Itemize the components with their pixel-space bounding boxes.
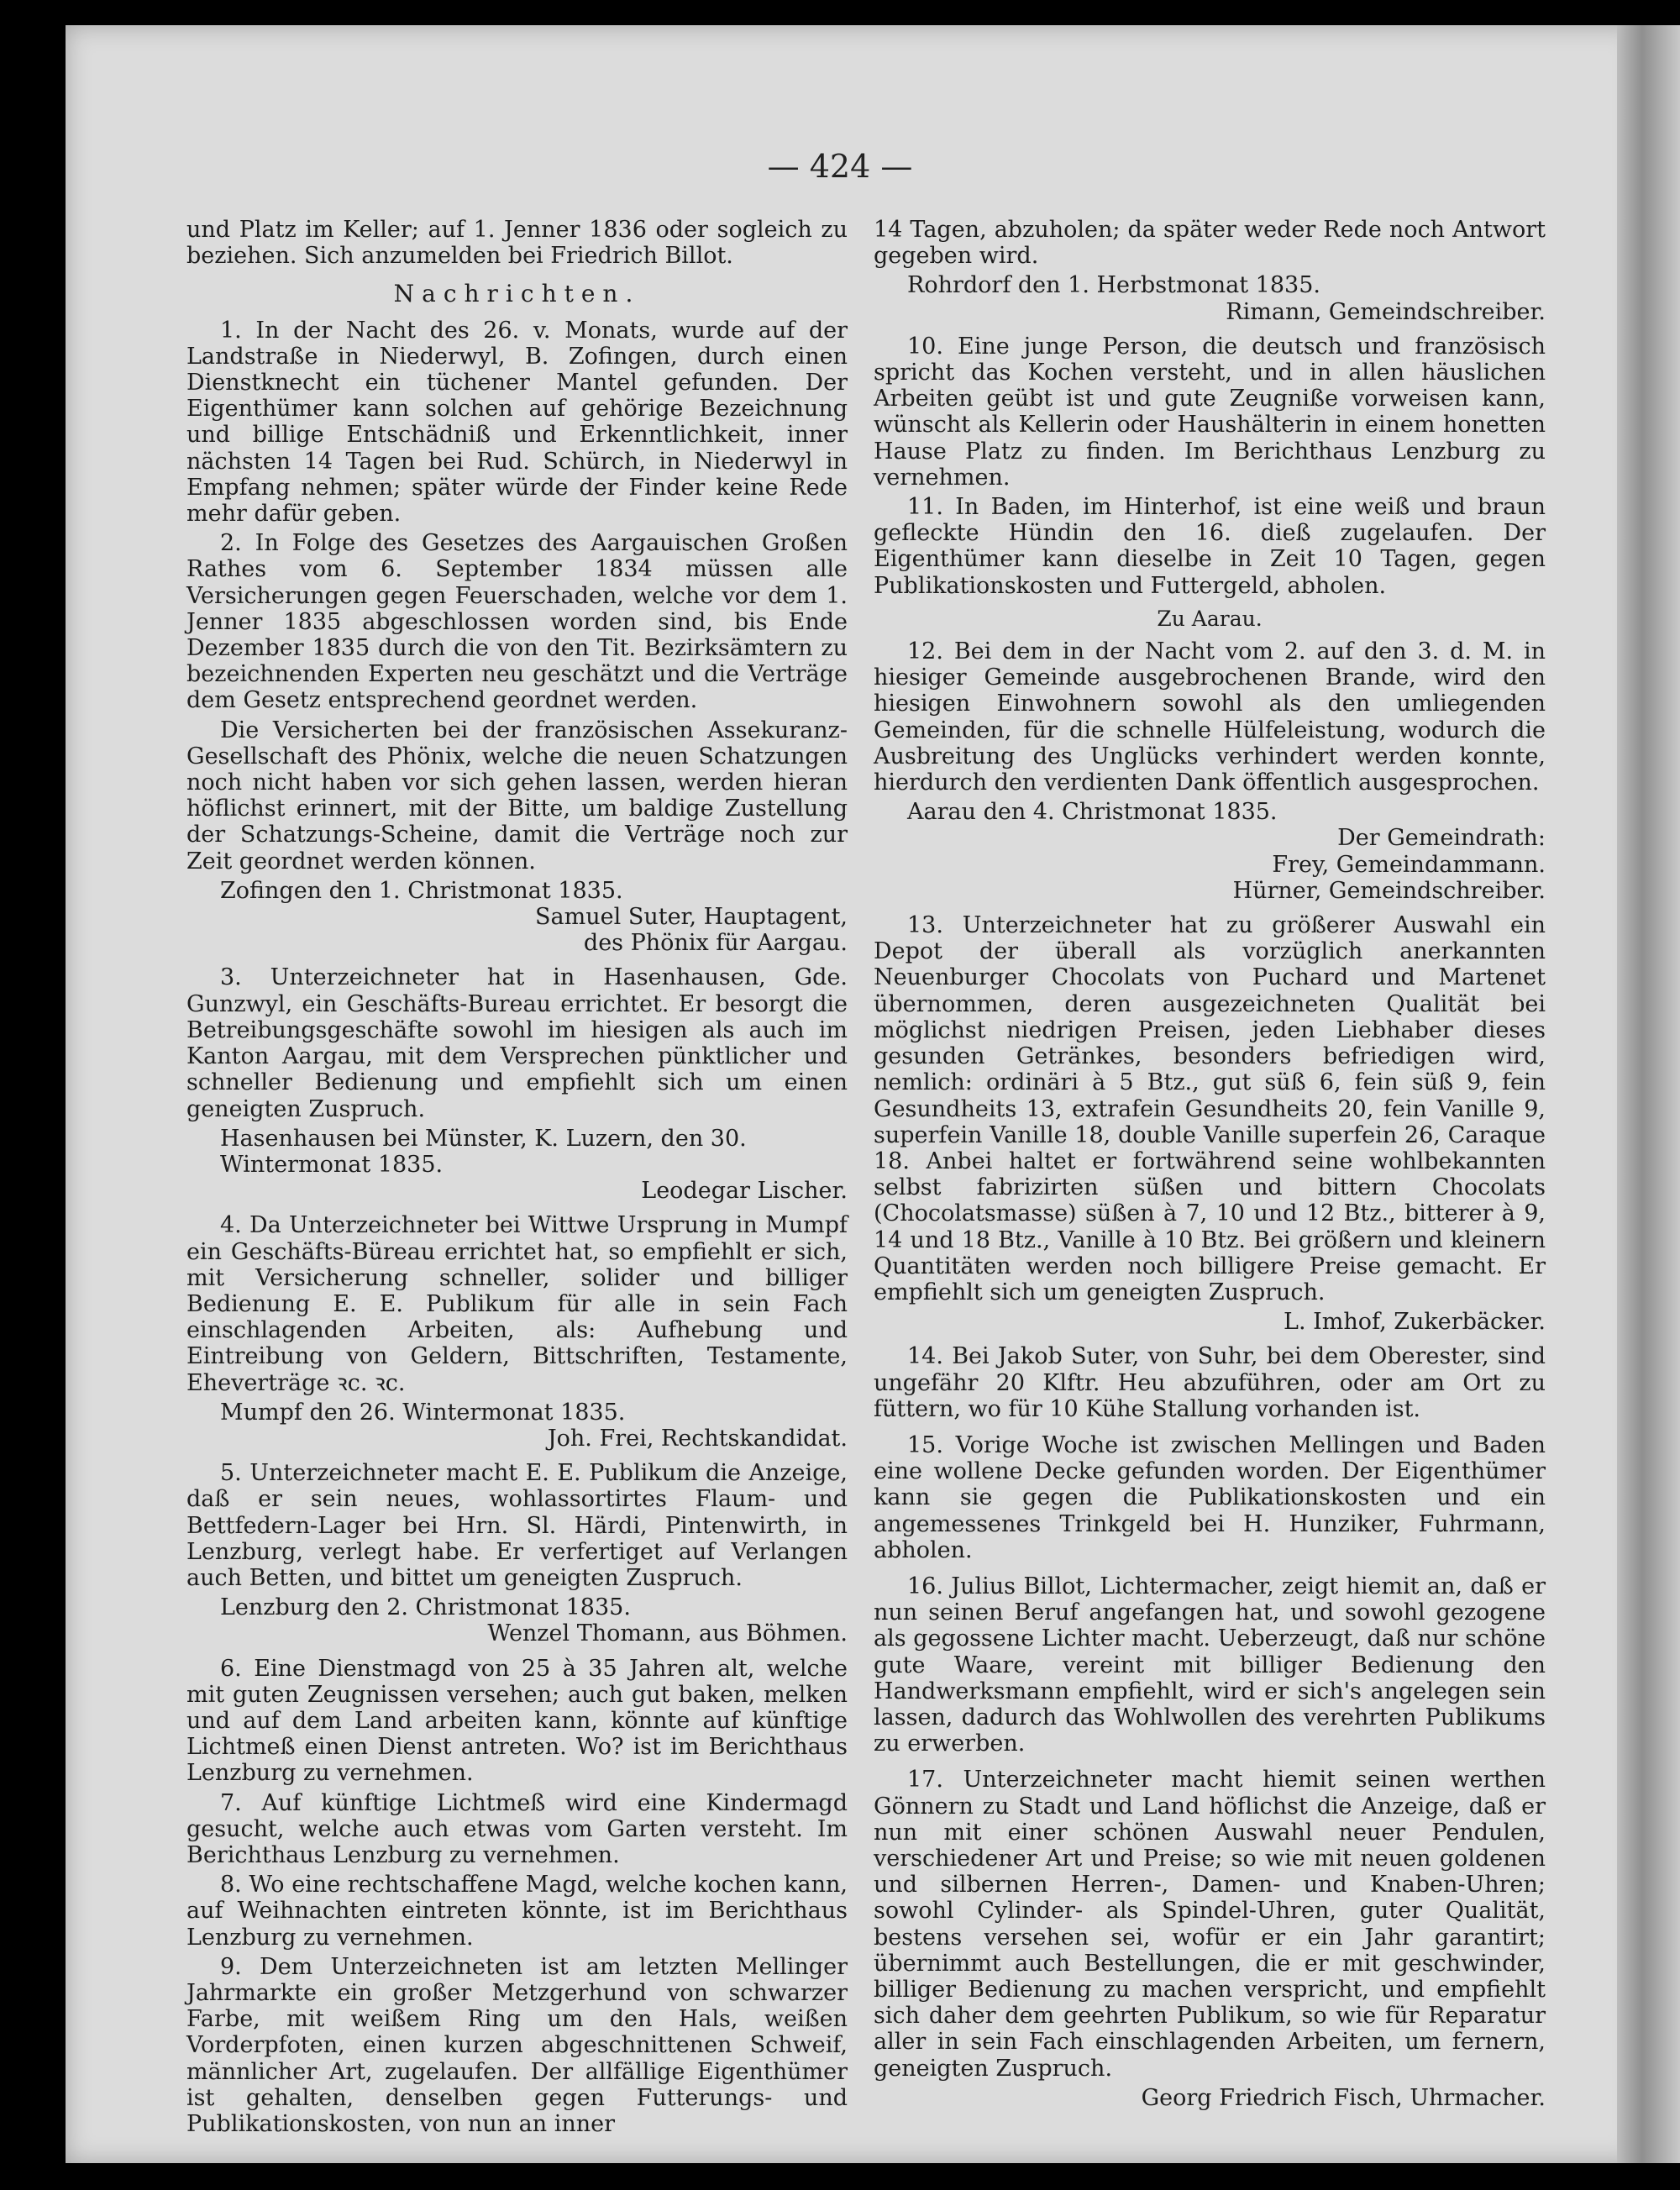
spacer: [874, 1567, 1546, 1573]
notice-5-signature: Wenzel Thomann, aus Böhmen.: [487, 1620, 848, 1647]
subsection-heading: Zu Aarau.: [1157, 606, 1263, 631]
notice-1: 1. In der Nacht des 26. v. Monats, wurde auf der Landstraße in Niederwyl, B. Zofingen, durch einen Dienstknecht ein tüchener Mantel gefunden. Der Eigenthümer kann solchen auf gehörige Bezeichnung und billige Entschädniß und Erkenntlichkeit, inner nächsten 14 Tagen bei Rud. Schürch, in Niederwyl in Empfang nehmen; später würde der Finder keine Rede mehr dafür geben.: [186, 317, 848, 528]
intro-paragraph: und Platz im Keller; auf 1. Jenner 1836 oder sogleich zu beziehen. Sich anzumelden bei Friedrich Billot.: [186, 217, 848, 270]
notice-9: 9. Dem Unterzeichneten ist am letzten Mellinger Jahrmarkte ein großer Metzgerhund von schwarzer Farbe, mit weißem Ring um den Hals, weißen Vorderpfoten, einen kurzen abgeschnittenen Schweif, männlicher Art, zugelaufen. Der allfällige Eigenthümer ist gehalten, denselben gegen Futterungs- und Publikationskosten, von nun an inner: [186, 1953, 848, 2138]
notice-2-place-date: Zofingen den 1. Christmonat 1835.: [220, 877, 623, 904]
right-column: [874, 217, 1546, 2119]
left-column: [186, 217, 848, 2140]
notice-2-continued: Die Versicherten bei der französischen Assekuranz-Gesellschaft des Phönix, welche die neuen Schatzungen noch nicht haben vor sich gehen lassen, werden hieran höflichst erinnert, mit der Bitte, um baldige Zustellung der Schatzungs-Scheine, damit die Verträge noch zur Zeit geordnet werden können.: [186, 717, 848, 874]
notice-7: 7. Auf künftige Lichtmeß wird eine Kindermagd gesucht, welche auch etwas vom Garten versteht. Im Berichthaus Lenzburg zu vernehmen.: [186, 1789, 848, 1868]
notice-8: 8. Wo eine rechtschaffene Magd, welche kochen kann, auf Weihnachten eintreten könnte, ist im Berichthaus Lenzburg zu vernehmen.: [186, 1872, 848, 1951]
notice-2: 2. In Folge des Gesetzes des Aargauischen Großen Rathes vom 6. September 1834 müssen alle Versicherungen gegen Feuerschaden, welche vor dem 1. Jenner 1835 abgeschlossen worden sind, bis Ende Dezember 1835 durch die von den Tit. Bezirksämtern zu bezeichnenden Experten neu geschätzt und die Verträge dem Gesetz entsprechend geordnet werden.: [186, 530, 848, 714]
notice-4: 4. Da Unterzeichneter bei Wittwe Ursprung in Mumpf ein Geschäfts-Büreau errichtet hat, so empfiehlt er sich, mit Versicherung schneller, solider und billiger Bedienung E. E. Publikum für alle in sein Fach einschlagenden Arbeiten, als: Aufhebung und Eintreibung von Geldern, Bittschriften, Testamente, Eheverträge ꝛc. ꝛc.: [186, 1212, 848, 1396]
notice-10: 10. Eine junge Person, die deutsch und französisch spricht das Kochen versteht, und in allen häuslichen Arbeiten geübt ist und gute Zeugniße vorweisen kann, wünscht als Kellerin oder Haushälterin in einem honetten Hause Platz zu finden. Im Berichthaus Lenzburg zu vernehmen.: [874, 333, 1546, 491]
notice-12: 12. Bei dem in der Nacht vom 2. auf den 3. d. M. in hiesiger Gemeinde ausgebrochenen Brande, wird den hiesigen Einwohnern sowohl als den umliegenden Gemeinden, für die schnelle Hülfeleistung, wodurch die Ausbreitung des Unglücks verhindert werden konnte, hierdurch den verdienten Dank öffentlich ausgesprochen.: [874, 638, 1546, 796]
page-number: — 424 —: [767, 148, 913, 185]
notice-13-signature: L. Imhof, Zukerbäcker.: [1284, 1309, 1546, 1336]
notice-9-continued: 14 Tagen, abzuholen; da später weder Rede noch Antwort gegeben wird.: [874, 217, 1546, 270]
notice-4-signature: Joh. Frei, Rechtskandidat.: [547, 1425, 848, 1452]
notice-12-signature-mayor: Frey, Gemeindammann.: [1272, 851, 1546, 878]
notice-12-signature-council: Der Gemeindrath:: [1337, 825, 1546, 852]
notice-11: 11. In Baden, im Hinterhof, ist eine weiß und braun gefleckte Hündin den 16. dieß zugelaufen. Der Eigenthümer kann dieselbe in Zeit 10 Tagen, gegen Publikationskosten und Futtergeld, abholen.: [874, 494, 1546, 599]
notice-2-signature-title: des Phönix für Aargau.: [583, 930, 848, 957]
notice-9-place-date: Rohrdorf den 1. Herbstmonat 1835.: [907, 272, 1320, 299]
notice-3-signature: Leodegar Lischer.: [641, 1178, 848, 1205]
notice-14: 14. Bei Jakob Suter, von Suhr, bei dem Oberester, sind ungefähr 20 Klftr. Heu abzuführen, oder am Ort zu füttern, wo für 10 Kühe Stallung vorhanden ist.: [874, 1343, 1546, 1422]
spacer: [874, 1426, 1546, 1432]
page-fold-edge: [1617, 25, 1680, 2163]
notice-3: 3. Unterzeichneter hat in Hasenhausen, Gde. Gunzwyl, ein Geschäfts-Bureau errichtet. Er besorgt die Betreibungsgeschäfte sowohl im hiesigen als auch im Kanton Aargau, mit dem Versprechen pünktlicher und schneller Bedienung und empfiehlt sich um einen geneigten Zuspruch.: [186, 964, 848, 1122]
notice-16: 16. Julius Billot, Lichtermacher, zeigt hiemit an, daß er nun seinen Beruf angefangen hat, und sowohl gezogene als gegossene Lichter macht. Ueberzeugt, daß nur schöne gute Waare, vereint mit billiger Bedienung den Handwerksmann empfiehlt, wird er sich's angelegen sein lassen, dadurch das Wohlwollen des verehrten Publikums zu erwerben.: [874, 1573, 1546, 1757]
notice-17-signature: Georg Friedrich Fisch, Uhrmacher.: [1141, 2084, 1546, 2111]
notice-3-place-date: Hasenhausen bei Münster, K. Luzern, den 30. Wintermonat 1835.: [220, 1125, 747, 1178]
section-heading: Nachrichten.: [393, 280, 641, 308]
notice-12-place-date: Aarau den 4. Christmonat 1835.: [907, 799, 1278, 826]
notice-13: 13. Unterzeichneter hat zu größerer Auswahl ein Depot der überall als vorzüglich anerkannten Neuenburger Chocolats von Puchard und Martenet übernommen, deren ausgezeichneten Qualität bei möglichst niedrigen Preisen, jeden Liebhaber dieses gesunden Getränkes, besonders befriedigen wird, nemlich: ordinäri à 5 Btz., gut süß 6, fein süß 9, fein Gesundheits 13, extrafein Gesundheits 20, fein Vanille 9, superfein Vanille 18, double Vanille superfein 26, Caraque 18. Anbei haltet er fortwährend seine wohlbekannten selbst fabrizirten süßen und bittern Chocolats (Chocolatsmasse) süßen à 7, 10 und 12 Btz., bitterer à 9, 14 und 18 Btz., Vanille à 10 Btz. Bei größern und kleinern Quantitäten werden noch billigere Preise gemacht. Er empfiehlt sich um geneigten Zuspruch.: [874, 912, 1546, 1305]
spacer: [874, 1760, 1546, 1767]
notice-4-place-date: Mumpf den 26. Wintermonat 1835.: [220, 1399, 626, 1426]
notice-15: 15. Vorige Woche ist zwischen Mellingen und Baden eine wollene Decke gefunden worden. Der Eigenthümer kann sie gegen die Publikationskosten und ein angemessenes Trinkgeld bei H. Hunziker, Fuhrmann, abholen.: [874, 1431, 1546, 1563]
notice-6: 6. Eine Dienstmagd von 25 à 35 Jahren alt, welche mit guten Zeugnissen versehen; auch gut baken, melken und auf dem Land arbeiten kann, könnte auf künftige Lichtmeß einen Dienst antreten. Wo? ist im Berichthaus Lenzburg zu vernehmen.: [186, 1655, 848, 1787]
notice-12-signature-clerk: Hürner, Gemeindschreiber.: [1232, 877, 1546, 904]
notice-5-place-date: Lenzburg den 2. Christmonat 1835.: [220, 1594, 631, 1621]
notice-9-signature: Rimann, Gemeindschreiber.: [1226, 298, 1546, 325]
notice-5: 5. Unterzeichneter macht E. E. Publikum die Anzeige, daß er sein neues, wohlassortirtes Flaum- und Bettfedern-Lager bei Hrn. Sl. Härdi, Pintenwirth, in Lenzburg, verlegt habe. Er verfertiget auf Verlangen auch Betten, und bittet um geneigten Zuspruch.: [186, 1460, 848, 1591]
notice-2-signature: Samuel Suter, Hauptagent,: [535, 904, 848, 931]
notice-17: 17. Unterzeichneter macht hiemit seinen werthen Gönnern zu Stadt und Land höflichst die Anzeige, daß er nun mit einer schönen Auswahl neuer Pendulen, verschiedener Art und Preise; so wie mit neuen goldenen und silbernen Herren-, Damen- und Knaben-Uhren; sowohl Cylinder- als Spindel-Uhren, guter Qualität, bestens versehen sei, wofür er ein Jahr garantirt; übernimmt auch Bestellungen, die er mit geschwinder, billiger Bedienung zu machen verspricht, und empfiehlt sich daher dem geehrten Publikum, so wie für Reparatur aller in sein Fach einschlagenden Arbeiten, um fernern, geneigten Zuspruch.: [874, 1767, 1546, 2082]
